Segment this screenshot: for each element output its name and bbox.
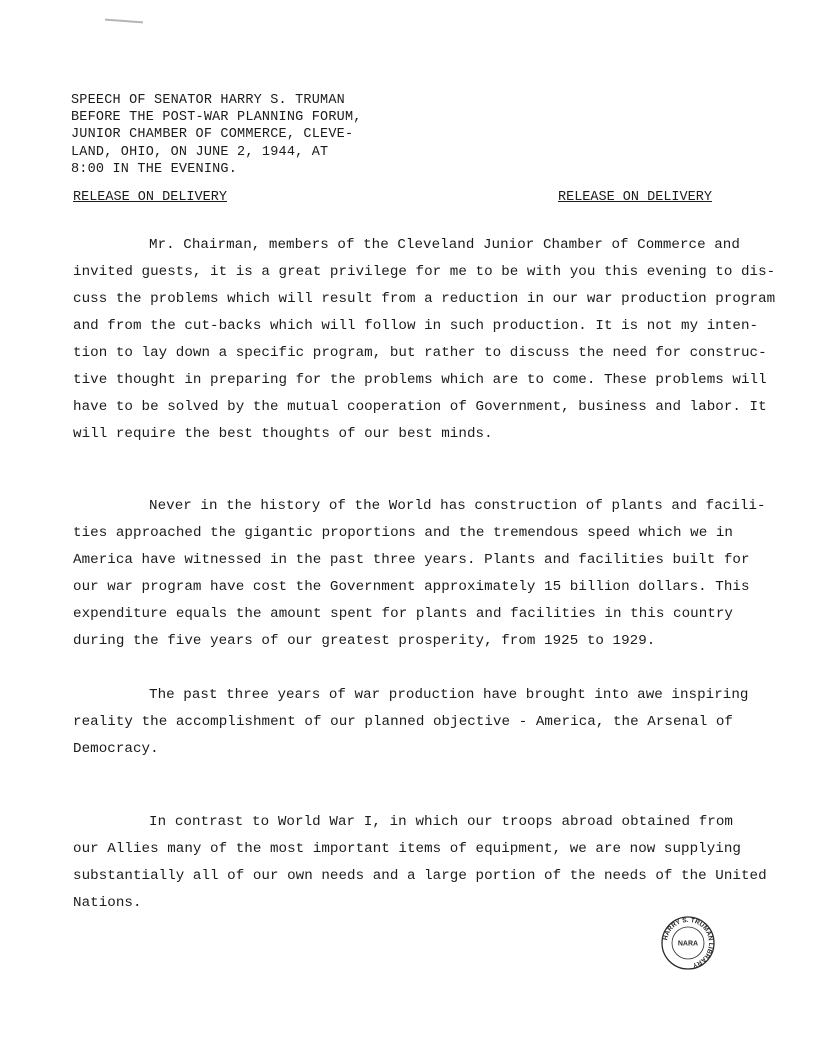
text-line: our Allies many of the most important items of equipment, we are now supplying xyxy=(73,841,741,857)
heading-line: SPEECH OF SENATOR HARRY S. TRUMAN xyxy=(71,93,345,108)
text-line: expenditure equals the amount spent for plants and facilities in this country xyxy=(73,606,733,622)
text-line: cuss the problems which will result from a reduction in our war production program xyxy=(73,291,776,307)
release-notice-right: RELEASE ON DELIVERY xyxy=(558,190,712,205)
text-line: reality the accomplishment of our planned objective - America, the Arsenal of xyxy=(73,714,733,730)
text-line: substantially all of our own needs and a large portion of the needs of the United xyxy=(73,868,767,884)
heading-line: LAND, OHIO, ON JUNE 2, 1944, AT xyxy=(71,144,329,160)
text-line: and from the cut-backs which will follow in such production. It is not my inten- xyxy=(73,318,759,334)
paragraph-2 xyxy=(73,493,766,655)
speech-heading xyxy=(71,92,391,178)
paragraph-3 xyxy=(73,682,749,763)
text-line: have to be solved by the mutual cooperation of Government, business and labor. It xyxy=(73,399,767,415)
heading-line: BEFORE THE POST-WAR PLANNING FORUM, xyxy=(71,110,362,126)
text-line: tion to lay down a specific program, but rather to discuss the need for construc- xyxy=(73,345,767,361)
paragraph-1 xyxy=(73,232,776,448)
text-line: ties approached the gigantic proportions and the tremendous speed which we in xyxy=(73,525,733,541)
text-line: The past three years of war production have brought into awe inspiring xyxy=(149,687,749,703)
truman-library-stamp xyxy=(660,915,716,971)
heading-line: JUNIOR CHAMBER OF COMMERCE, CLEVE- xyxy=(71,127,354,143)
text-line: tive thought in preparing for the problems which are to come. These problems will xyxy=(73,372,767,388)
text-line: invited guests, it is a great privilege for me to be with you this evening to dis- xyxy=(73,264,776,280)
release-notice-left: RELEASE ON DELIVERY xyxy=(73,190,227,205)
heading-line: 8:00 IN THE EVENING. xyxy=(71,161,238,177)
text-line: Mr. Chairman, members of the Cleveland Junior Chamber of Commerce and xyxy=(149,237,740,253)
text-line: Democracy. xyxy=(73,741,159,757)
stamp-center-text: NARA xyxy=(677,940,699,948)
text-line: Never in the history of the World has construction of plants and facili- xyxy=(149,498,766,514)
text-line: during the five years of our greatest prosperity, from 1925 to 1929. xyxy=(73,633,656,649)
stamp-ring-text: HARRY S. TRUMAN LIBRARY xyxy=(662,916,715,969)
text-line: our war program have cost the Government approximately 15 billion dollars. This xyxy=(73,579,750,595)
text-line: will require the best thoughts of our best minds. xyxy=(73,426,493,442)
text-line: In contrast to World War I, in which our troops abroad obtained from xyxy=(149,814,733,830)
paragraph-4 xyxy=(73,809,767,917)
scan-artifact xyxy=(105,19,143,24)
text-line: Nations. xyxy=(73,895,142,911)
text-line: America have witnessed in the past three years. Plants and facilities built for xyxy=(73,552,750,568)
